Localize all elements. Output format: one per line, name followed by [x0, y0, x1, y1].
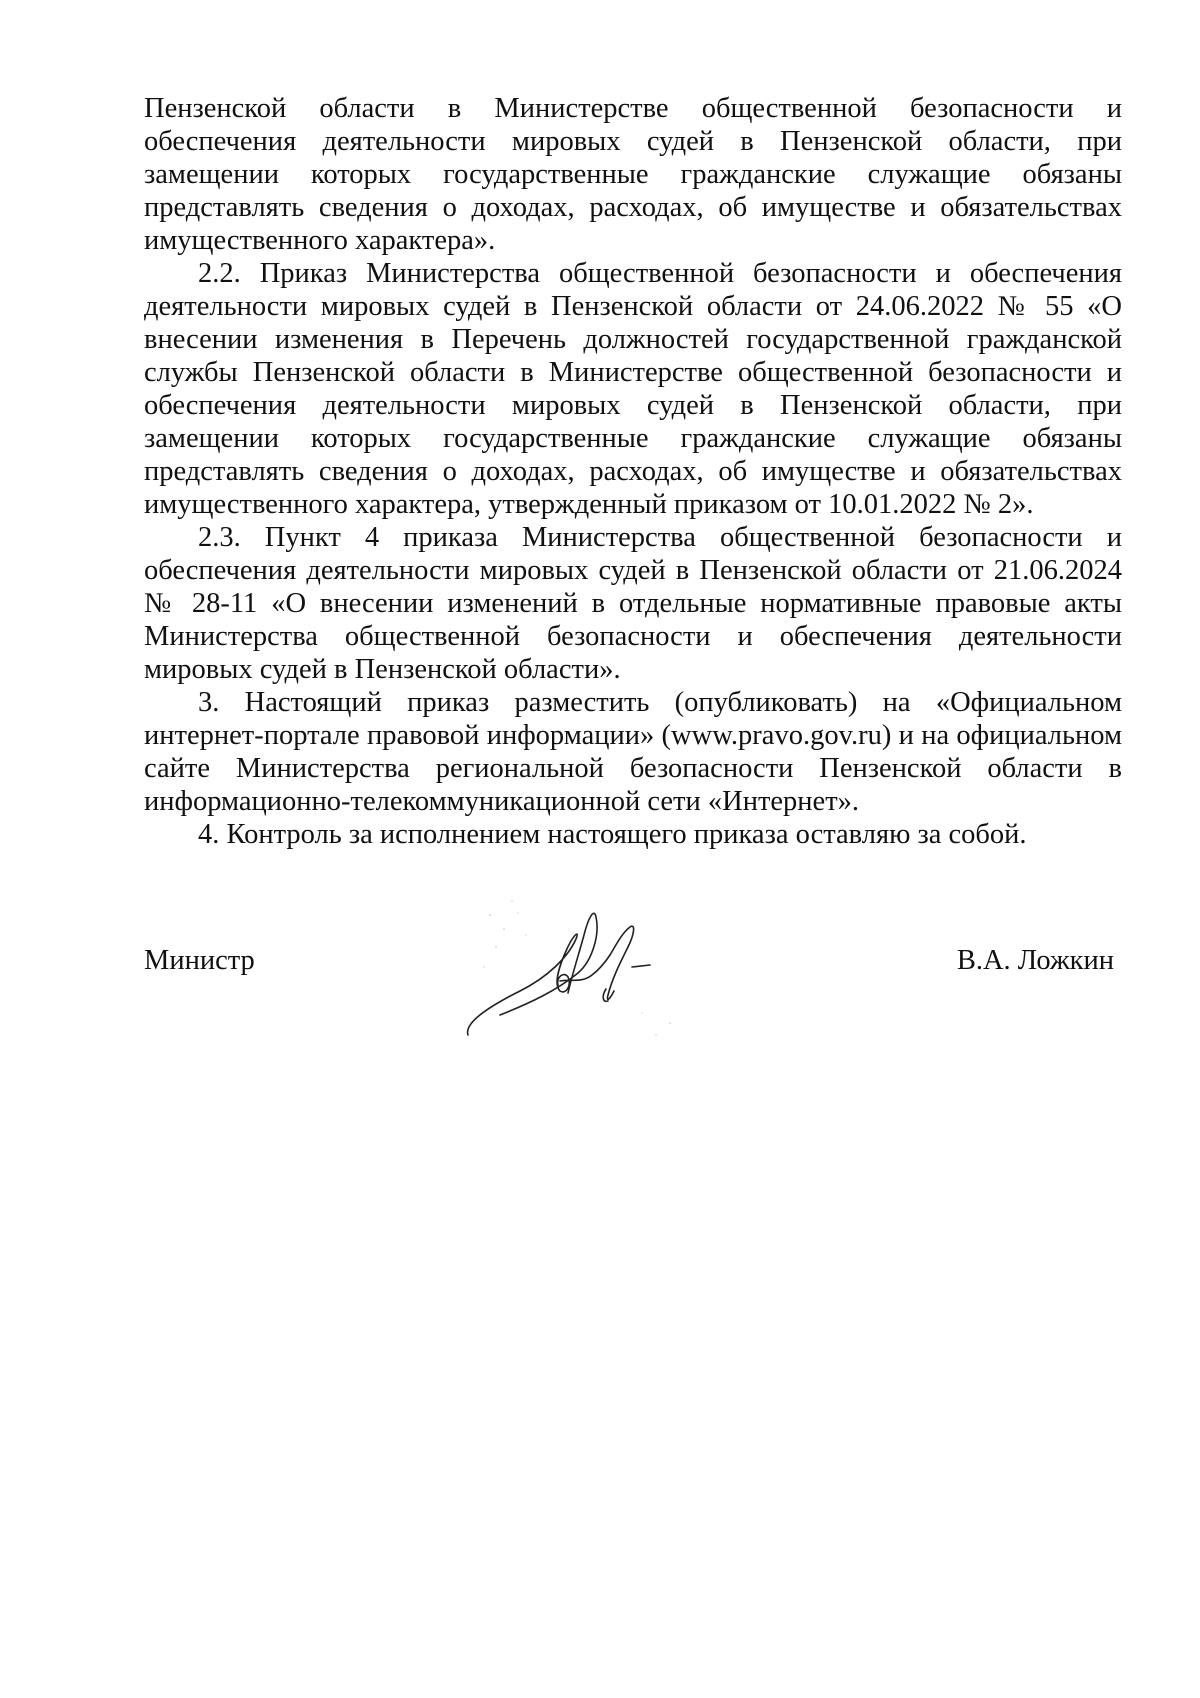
- document-body: [144, 92, 1122, 851]
- paragraph-item-4: 4. Контроль за исполнением настоящего приказа оставляю за собой.: [198, 819, 1027, 850]
- paragraph-item-3: 3. Настоящий приказ разместить (опубликовать) на «Официальном интернет-портале правовой информации» (www.pravo.gov.ru) и на официальном сайте Министерства региональной безопасности Пензенской области в информационно-телекоммуникационной сети «Интернет».: [144, 687, 1122, 817]
- paragraph-item-2-2: 2.2. Приказ Министерства общественной безопасности и обеспечения деятельности мировых судей в Пензенской области от 24.06.2022 № 55 «О внесении изменения в Перечень должностей государственной гражданской службы Пензенской области в Министерстве общественной безопасности и обеспечения деятельности мировых судей в Пензенской области, при замещении которых государственные гражданские служащие обязаны представлять сведения о доходах, расходах, об имуществе и обязательствах имущественного характера, утвержденный приказом от 10.01.2022 № 2».: [144, 258, 1122, 520]
- handwritten-signature-icon: [460, 895, 690, 1045]
- signatory-title: Министр: [144, 945, 255, 976]
- signatory-name: В.А. Ложкин: [956, 945, 1114, 976]
- paragraph-item-2-3: 2.3. Пункт 4 приказа Министерства общественной безопасности и обеспечения деятельности мировых судей в Пензенской области от 21.06.2024 № 28-11 «О внесении изменений в отдельные нормативные правовые акты Министерства общественной безопасности и обеспечения деятельности мировых судей в Пензенской области».: [144, 522, 1122, 685]
- paragraph-intro-continuation: Пензенской области в Министерстве общественной безопасности и обеспечения деятельности мировых судей в Пензенской области, при замещении которых государственные гражданские служащие обязаны представлять сведения о доходах, расходах, об имуществе и обязательствах имущественного характера».: [144, 93, 1122, 256]
